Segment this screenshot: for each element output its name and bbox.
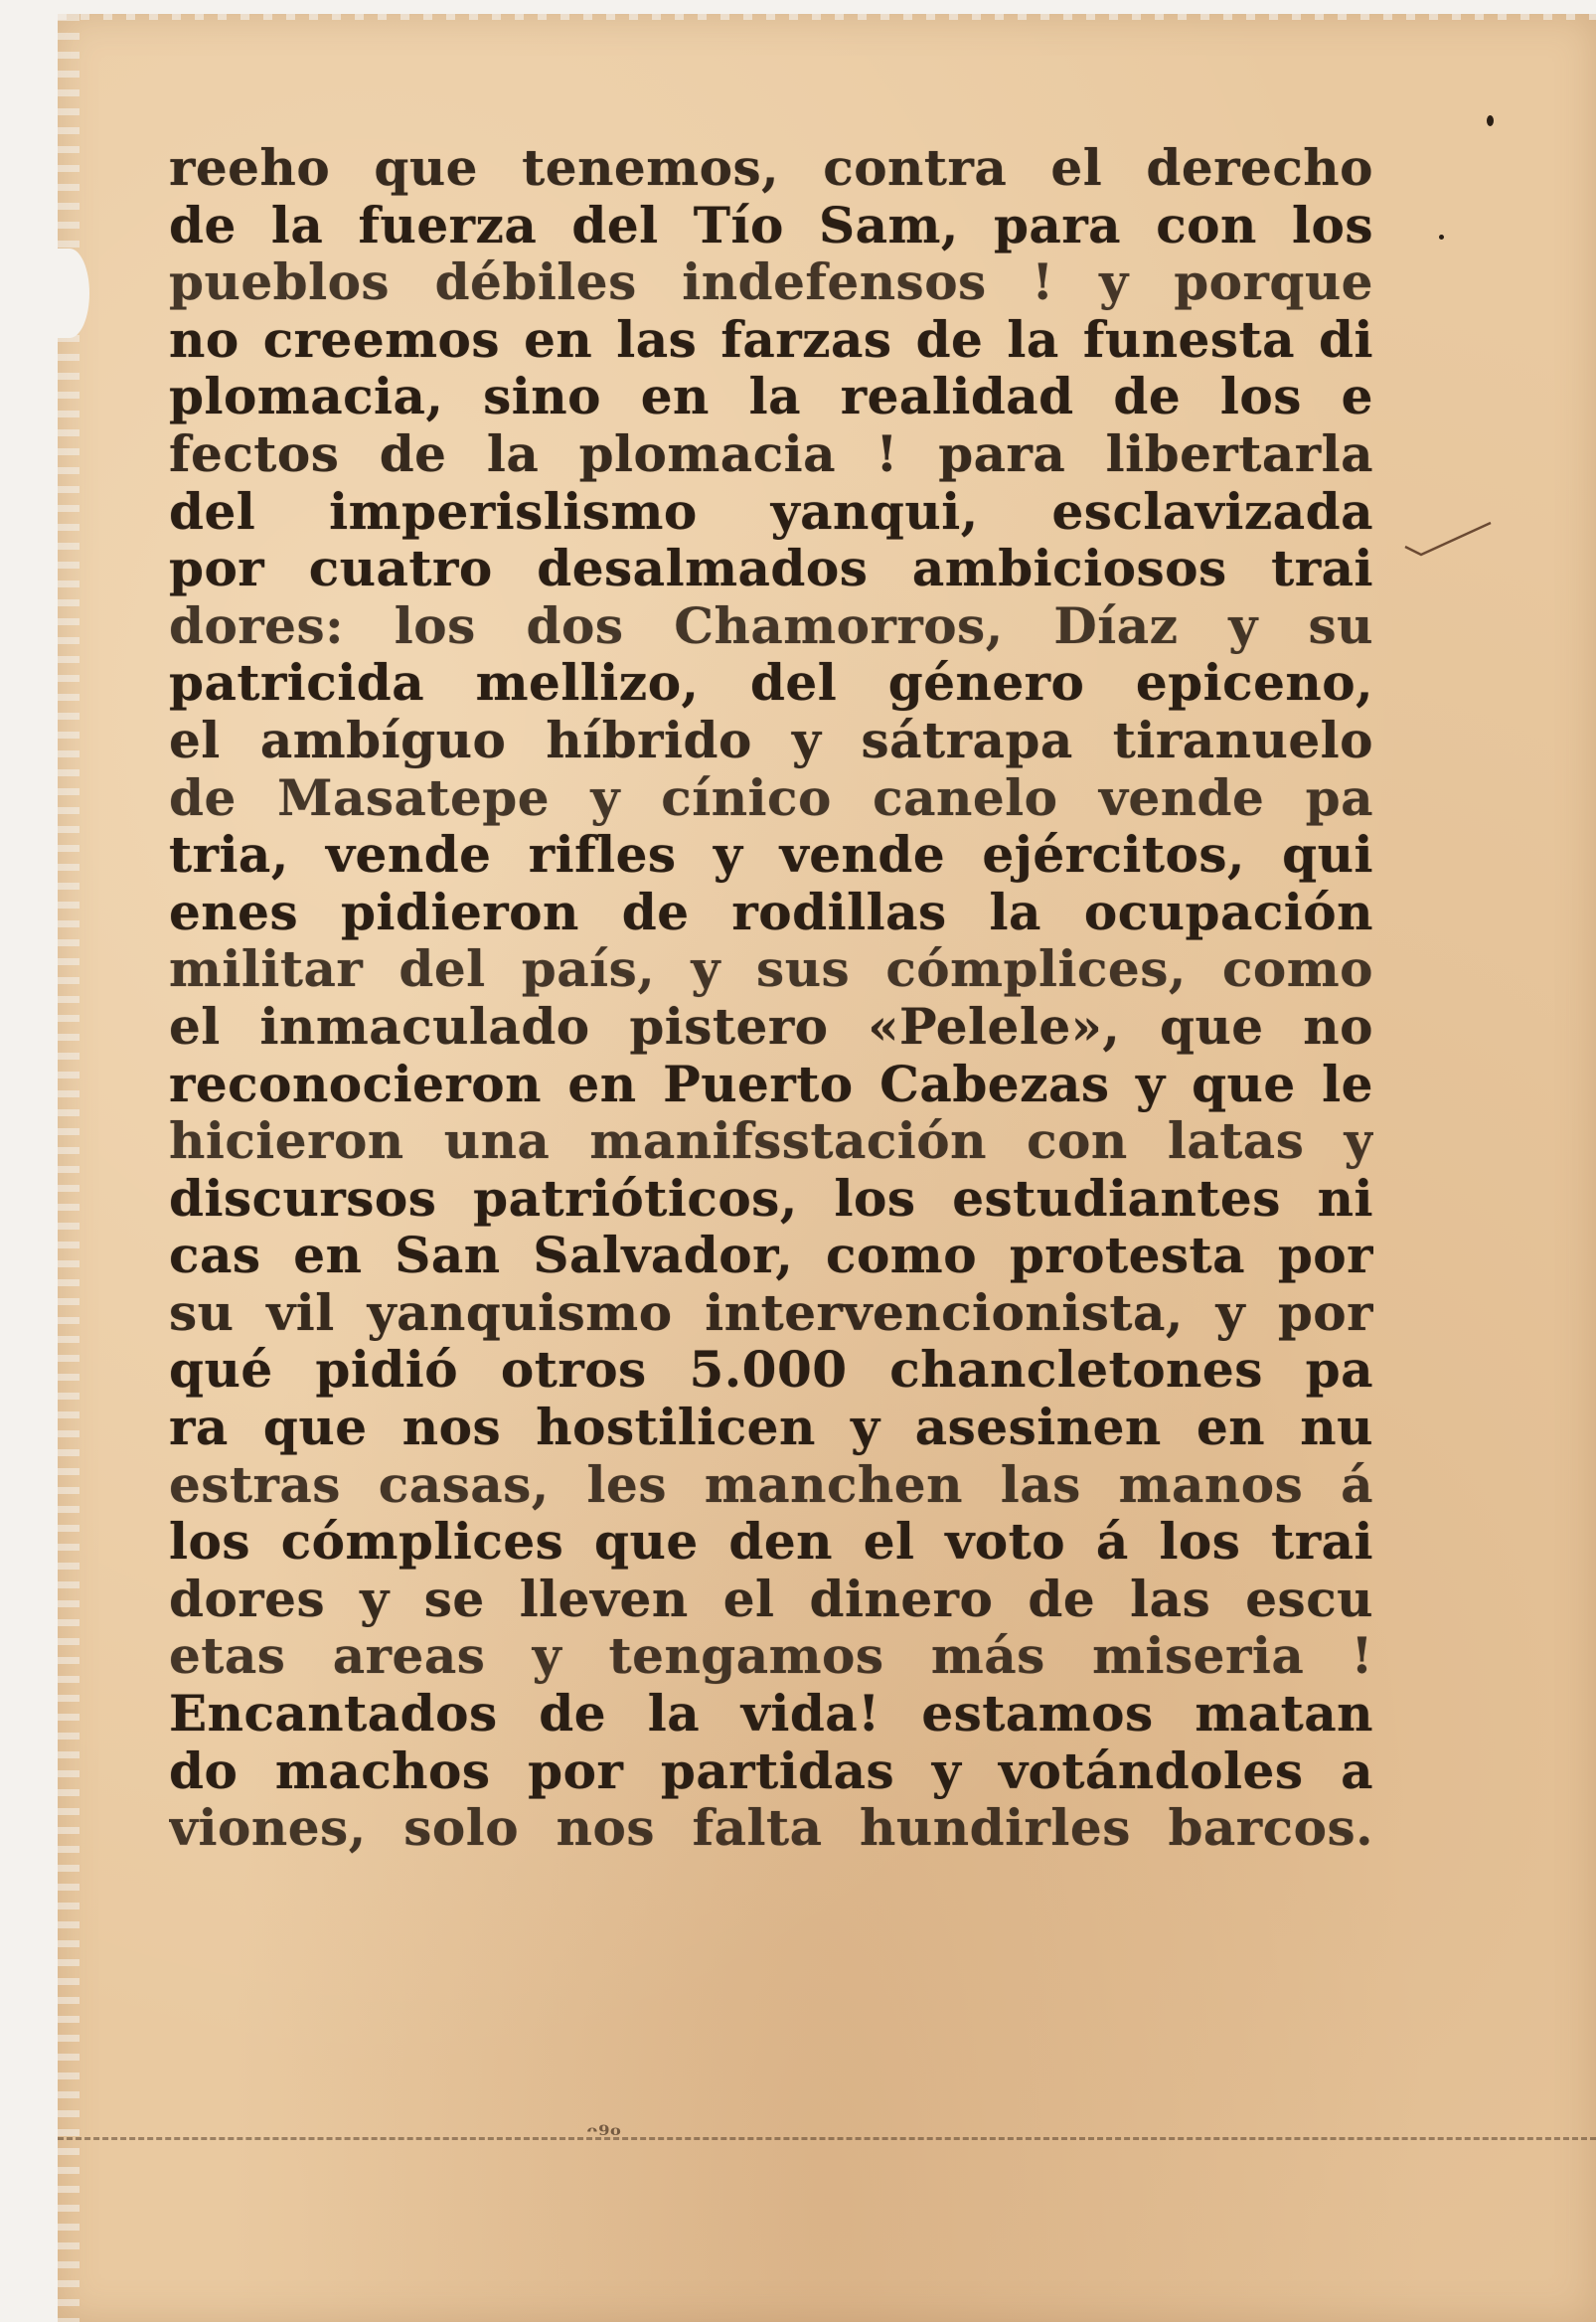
text-line: enes pidieron de rodillas la ocupación: [169, 883, 1373, 941]
text-fragment: ᵔ⁹ᵒ: [586, 2121, 622, 2151]
text-line: el inmaculado pistero «Pelele», que no: [169, 997, 1373, 1056]
ink-speck: [1487, 115, 1494, 126]
text-line: reeho que tenemos, contra el derecho: [169, 139, 1373, 197]
text-line: del imperislismo yanqui, esclavizada: [169, 482, 1373, 541]
text-line: dores y se lleven el dinero de las escu: [169, 1570, 1373, 1628]
body-text: [169, 139, 1373, 1857]
text-line: militar del país, y sus cómplices, como: [169, 940, 1373, 998]
text-line: cas en San Salvador, como protesta por: [169, 1227, 1373, 1284]
text-line: etas areas y tengamos más miseria !: [169, 1627, 1373, 1686]
text-line: pueblos débiles indefensos ! y porque: [169, 253, 1373, 311]
text-line: el ambíguo híbrido y sátrapa tiranuelo: [169, 711, 1373, 769]
text-line: fectos de la plomacia ! para libertarla: [169, 424, 1373, 483]
text-line: Encantados de la vida! estamos matan: [169, 1685, 1373, 1742]
text-line: tria, vende rifles y vende ejércitos, qui: [169, 826, 1373, 884]
ink-speck: [1439, 235, 1444, 240]
text-line: ra que nos hostilicen y asesinen en nu: [169, 1399, 1373, 1456]
text-line: discursos patrióticos, los estudiantes ni: [169, 1169, 1373, 1228]
text-line: plomacia, sino en la realidad de los e: [169, 368, 1373, 425]
text-line: dores: los dos Chamorros, Díaz y su: [169, 596, 1373, 655]
torn-left-edge: [58, 14, 80, 2322]
text-line: por cuatro desalmados ambiciosos trai: [169, 540, 1373, 597]
text-line: hicieron una manifsstación con latas y: [169, 1112, 1373, 1170]
text-line: viones, solo nos falta hundirles barcos.: [169, 1799, 1373, 1857]
torn-notch: [50, 249, 89, 338]
text-line: estras casas, les manchen las manos á: [169, 1455, 1373, 1514]
dashed-rule: [58, 2137, 1596, 2140]
text-line: patricida mellizo, del género epiceno,: [169, 654, 1373, 712]
text-line: no creemos en las farzas de la funesta di: [169, 310, 1373, 369]
text-line: do machos por partidas y votándoles a: [169, 1742, 1373, 1800]
text-line: de Masatepe y cínico canelo vende pa: [169, 768, 1373, 827]
text-line: los cómplices que den el voto á los trai: [169, 1513, 1373, 1571]
text-line: de la fuerza del Tío Sam, para con los: [169, 196, 1373, 254]
text-line: qué pidió otros 5.000 chancletones pa: [169, 1341, 1373, 1400]
torn-top-edge: [58, 8, 1596, 20]
text-line: su vil yanquismo intervencionista, y por: [169, 1283, 1373, 1342]
text-line: reconocieron en Puerto Cabezas y que le: [169, 1055, 1373, 1113]
pencil-checkmark: [1403, 517, 1493, 557]
